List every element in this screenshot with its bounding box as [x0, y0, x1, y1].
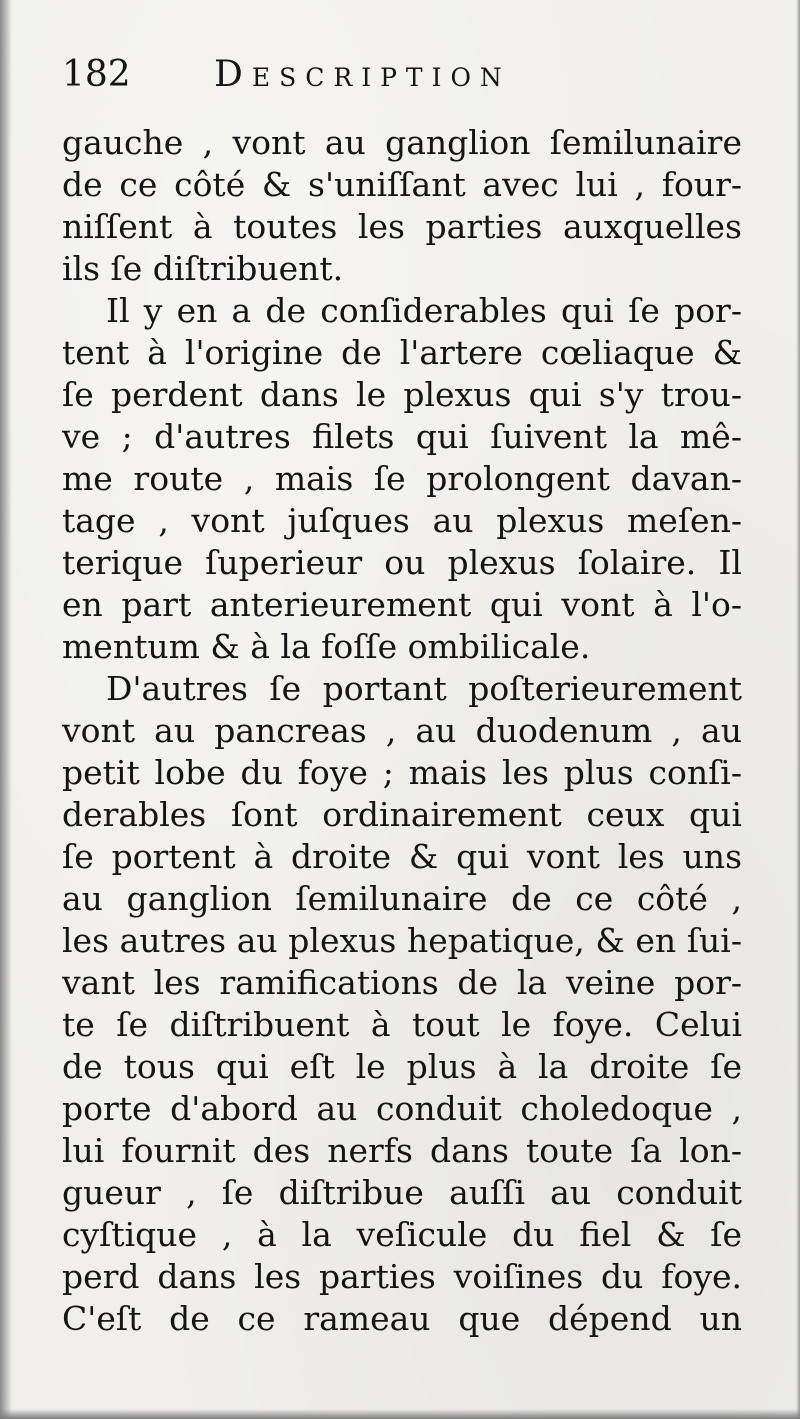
text-line: D'autres ſe portant poſterieurement — [106, 669, 742, 708]
text-line: les autres au plexus hepatique, & en ſui- — [62, 921, 742, 960]
text-line: perd dans les parties voiſines du foye. — [62, 1257, 742, 1296]
text-line: derables ſont ordinairement ceux qui — [62, 795, 742, 834]
text-line: me route , mais ſe prolongent davan- — [62, 459, 742, 498]
text-line: gauche , vont au ganglion ſemilunaire — [62, 123, 742, 162]
running-title: Description — [214, 54, 511, 95]
page-gutter-shadow — [0, 0, 12, 1419]
text-line: au ganglion ſemilunaire de ce côté , — [62, 879, 742, 918]
page-header — [62, 50, 742, 100]
text-line: lui fournit des nerfs dans toute ſa lon- — [62, 1131, 742, 1170]
text-line: tage , vont juſques au plexus meſen- — [62, 501, 742, 540]
text-line: de ce côté & s'uniſſant avec lui , four- — [62, 165, 742, 204]
text-line: porte d'abord au conduit choledoque , — [62, 1089, 742, 1128]
text-line: terique ſuperieur ou plexus ſolaire. Il — [62, 543, 742, 582]
text-line: C'eſt de ce rameau que dépend un — [62, 1299, 742, 1338]
page-right-edge — [796, 0, 800, 1419]
page-bottom-edge — [0, 1409, 800, 1419]
text-line: niſſent à toutes les parties auxquelles — [62, 207, 742, 246]
text-line: Il y en a de conſiderables qui ſe por- — [106, 291, 742, 330]
body-text — [62, 122, 742, 1340]
text-line: mentum & à la foſſe ombilicale. — [62, 627, 591, 666]
text-line: en part anterieurement qui vont à l'o- — [62, 585, 742, 624]
text-line: vont au pancreas , au duodenum , au — [62, 711, 742, 750]
text-line: cyſtique , à la veſicule du fiel & ſe — [62, 1215, 742, 1254]
text-line: tent à l'origine de l'artere cœliaque & — [62, 333, 742, 372]
text-line: de tous qui eſt le plus à la droite ſe — [62, 1047, 742, 1086]
text-line: ſe perdent dans le plexus qui s'y trou- — [62, 375, 742, 414]
text-line: te ſe diſtribuent à tout le foye. Celui — [62, 1005, 742, 1044]
text-line: ſe portent à droite & qui vont les uns — [62, 837, 742, 876]
text-line: gueur , ſe diſtribue auſſi au conduit — [62, 1173, 742, 1212]
text-line: vant les ramifications de la veine por- — [62, 963, 742, 1002]
text-line: petit lobe du foye ; mais les plus conſi- — [62, 753, 742, 792]
text-line: ve ; d'autres filets qui ſuivent la mê- — [62, 417, 742, 456]
page-number: 182 — [62, 54, 131, 95]
text-line: ils ſe diſtribuent. — [62, 249, 344, 288]
